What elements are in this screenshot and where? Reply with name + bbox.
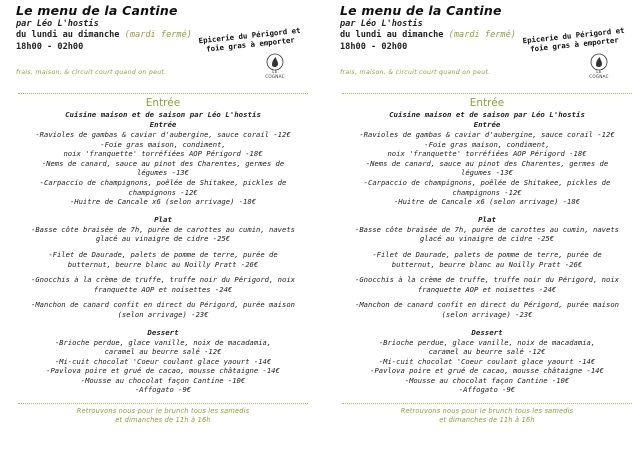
list-item: glacé au vinaigre de cidre -25€ bbox=[95, 234, 231, 244]
menu-header bbox=[16, 3, 310, 93]
brunch-note-line-2: et dimanches de 11h à 16h bbox=[115, 416, 211, 425]
entree-heading: Entrée bbox=[469, 97, 505, 109]
opening-hours: 18h00 - 02h00 bbox=[16, 42, 84, 52]
list-item: champignons -12€ bbox=[452, 187, 522, 197]
brunch-note-line-1: Retrouvons nous pour le brunch tous les samedis bbox=[76, 407, 250, 416]
list-item: franquette AOP et noisettes -24€ bbox=[417, 284, 557, 294]
logo-text: LE COGNAC bbox=[589, 69, 609, 79]
epicerie-note: Epicerie du Périgord et foie gras à emporter bbox=[522, 25, 625, 54]
brunch-note-line-2: et dimanches de 11h à 16h bbox=[439, 416, 535, 425]
entree-heading: Entrée bbox=[145, 97, 181, 109]
list-item: -Pavlova poire et grué de cacao, mousse châtaigne -14€ bbox=[370, 366, 604, 376]
dotted-divider bbox=[18, 93, 308, 94]
list-item: franquette AOP et noisettes -24€ bbox=[93, 284, 233, 294]
list-item: -Nems de canard, sauce au pinot des Charentes, germes de bbox=[365, 158, 609, 168]
days-text: du lundi au dimanche bbox=[340, 30, 444, 40]
entree-label: Entrée bbox=[473, 120, 501, 129]
brunch-note bbox=[16, 407, 310, 425]
cognac-logo bbox=[586, 53, 612, 79]
list-item: -Foie gras maison, condiment, bbox=[424, 139, 550, 149]
list-item: -Pavlova poire et grué de cacao, mousse châtaigne -14€ bbox=[46, 366, 280, 376]
list-item: noix 'franquette' torréfiées AOP Périgord -18€ bbox=[63, 149, 263, 159]
list-item: -Ravioles de gambas & caviar d'aubergine, sauce corail -12€ bbox=[359, 130, 615, 139]
list-item: butternut, beurre blanc au Noilly Pratt -26€ bbox=[67, 259, 259, 269]
dessert-list bbox=[16, 338, 310, 396]
list-item: -Mi-cuit chocolat 'Coeur coulant glace yaourt -14€ bbox=[378, 356, 596, 366]
menu-title: Le menu de la Cantine bbox=[16, 3, 178, 18]
dessert-label: Dessert bbox=[147, 327, 179, 337]
menu-title: Le menu de la Cantine bbox=[340, 3, 502, 18]
epicerie-note: Epicerie du Périgord et foie gras à emporter bbox=[198, 25, 301, 54]
list-item: -Manchon de canard confit en direct du Périgord, purée maison bbox=[31, 300, 295, 310]
list-item: -Filet de Daurade, palets de pomme de terre, purée de bbox=[48, 249, 278, 259]
dotted-divider bbox=[342, 403, 632, 404]
dotted-divider bbox=[18, 403, 308, 404]
list-item: butternut, beurre blanc au Noilly Pratt -26€ bbox=[391, 259, 583, 269]
tagline: frais, maison, & circuit court quand on peut. bbox=[340, 69, 491, 76]
brunch-note bbox=[340, 407, 634, 425]
list-item: -Carpaccio de champignons, poêlée de Shitakee, pickles de bbox=[363, 177, 611, 187]
menu-subtitle: Cuisine maison et de saison par Léo L'hostis bbox=[389, 110, 585, 119]
menu-subtitle: Cuisine maison et de saison par Léo L'hostis bbox=[65, 110, 261, 119]
list-item: légumes -13€ bbox=[137, 168, 189, 178]
dessert-list bbox=[340, 338, 634, 396]
plat-label: Plat bbox=[478, 214, 496, 224]
list-item: glacé au vinaigre de cidre -25€ bbox=[419, 234, 555, 244]
brunch-note-line-1: Retrouvons nous pour le brunch tous les samedis bbox=[400, 407, 574, 416]
menu-card-left bbox=[4, 0, 320, 453]
list-item: (selon arrivage) -23€ bbox=[117, 309, 209, 319]
list-item: -Foie gras maison, condiment, bbox=[100, 139, 226, 149]
tagline: frais, maison, & circuit court quand on peut. bbox=[16, 69, 167, 76]
chef-credit: par Léo L'hostis bbox=[16, 19, 99, 29]
list-item: -Affogato -9€ bbox=[458, 385, 516, 395]
list-item: -Gnocchis à la crème de truffe, truffe noir du Périgord, noix bbox=[31, 275, 295, 285]
list-item: -Affogato -9€ bbox=[134, 385, 192, 395]
closed-day: (mardi fermé) bbox=[448, 30, 516, 40]
list-item: caramel au beurre salé -12€ bbox=[104, 347, 222, 357]
list-item: -Filet de Daurade, palets de pomme de terre, purée de bbox=[372, 249, 602, 259]
list-item: -Mousse au chocolat façon Cantine -10€ bbox=[404, 375, 570, 385]
dessert-label: Dessert bbox=[471, 327, 503, 337]
list-item: -Basse côte braisée de 7h, purée de carottes au cumin, navets bbox=[355, 224, 619, 234]
logo-text: LE COGNAC bbox=[265, 69, 285, 79]
entree-list bbox=[340, 130, 634, 207]
plat-label: Plat bbox=[154, 214, 172, 224]
chef-credit: par Léo L'hostis bbox=[340, 19, 423, 29]
list-item: -Basse côte braisée de 7h, purée de carottes au cumin, navets bbox=[31, 224, 295, 234]
list-item: -Gnocchis à la crème de truffe, truffe noir du Périgord, noix bbox=[355, 275, 619, 285]
plat-list bbox=[340, 225, 634, 320]
list-item: noix 'franquette' torréfiées AOP Périgord -18€ bbox=[387, 149, 587, 159]
list-item: -Brioche perdue, glace vanille, noix de macadamia, bbox=[378, 337, 596, 347]
menu-card-right bbox=[328, 0, 640, 453]
menu-header bbox=[340, 3, 634, 93]
list-item: -Ravioles de gambas & caviar d'aubergine, sauce corail -12€ bbox=[35, 130, 291, 139]
list-item: champignons -12€ bbox=[128, 187, 198, 197]
list-item: -Brioche perdue, glace vanille, noix de macadamia, bbox=[54, 337, 272, 347]
entree-label: Entrée bbox=[149, 120, 177, 129]
opening-hours: 18h00 - 02h00 bbox=[340, 42, 408, 52]
list-item: (selon arrivage) -23€ bbox=[441, 309, 533, 319]
plat-list bbox=[16, 225, 310, 320]
days-text: du lundi au dimanche bbox=[16, 30, 120, 40]
list-item: caramel au beurre salé -12€ bbox=[428, 347, 546, 357]
list-item: légumes -13€ bbox=[461, 168, 513, 178]
dotted-divider bbox=[342, 93, 632, 94]
entree-list bbox=[16, 130, 310, 207]
list-item: -Mousse au chocolat façon Cantine -10€ bbox=[80, 375, 246, 385]
list-item: -Manchon de canard confit en direct du Périgord, purée maison bbox=[355, 300, 619, 310]
list-item: -Nems de canard, sauce au pinot des Charentes, germes de bbox=[41, 158, 285, 168]
list-item: -Huitre de Cancale x6 (selon arrivage) -18€ bbox=[393, 197, 581, 207]
cognac-logo bbox=[262, 53, 288, 79]
list-item: -Huitre de Cancale x6 (selon arrivage) -18€ bbox=[69, 197, 257, 207]
list-item: -Mi-cuit chocolat 'Coeur coulant glace yaourt -14€ bbox=[54, 356, 272, 366]
list-item: -Carpaccio de champignons, poêlée de Shitakee, pickles de bbox=[39, 177, 287, 187]
closed-day: (mardi fermé) bbox=[124, 30, 192, 40]
